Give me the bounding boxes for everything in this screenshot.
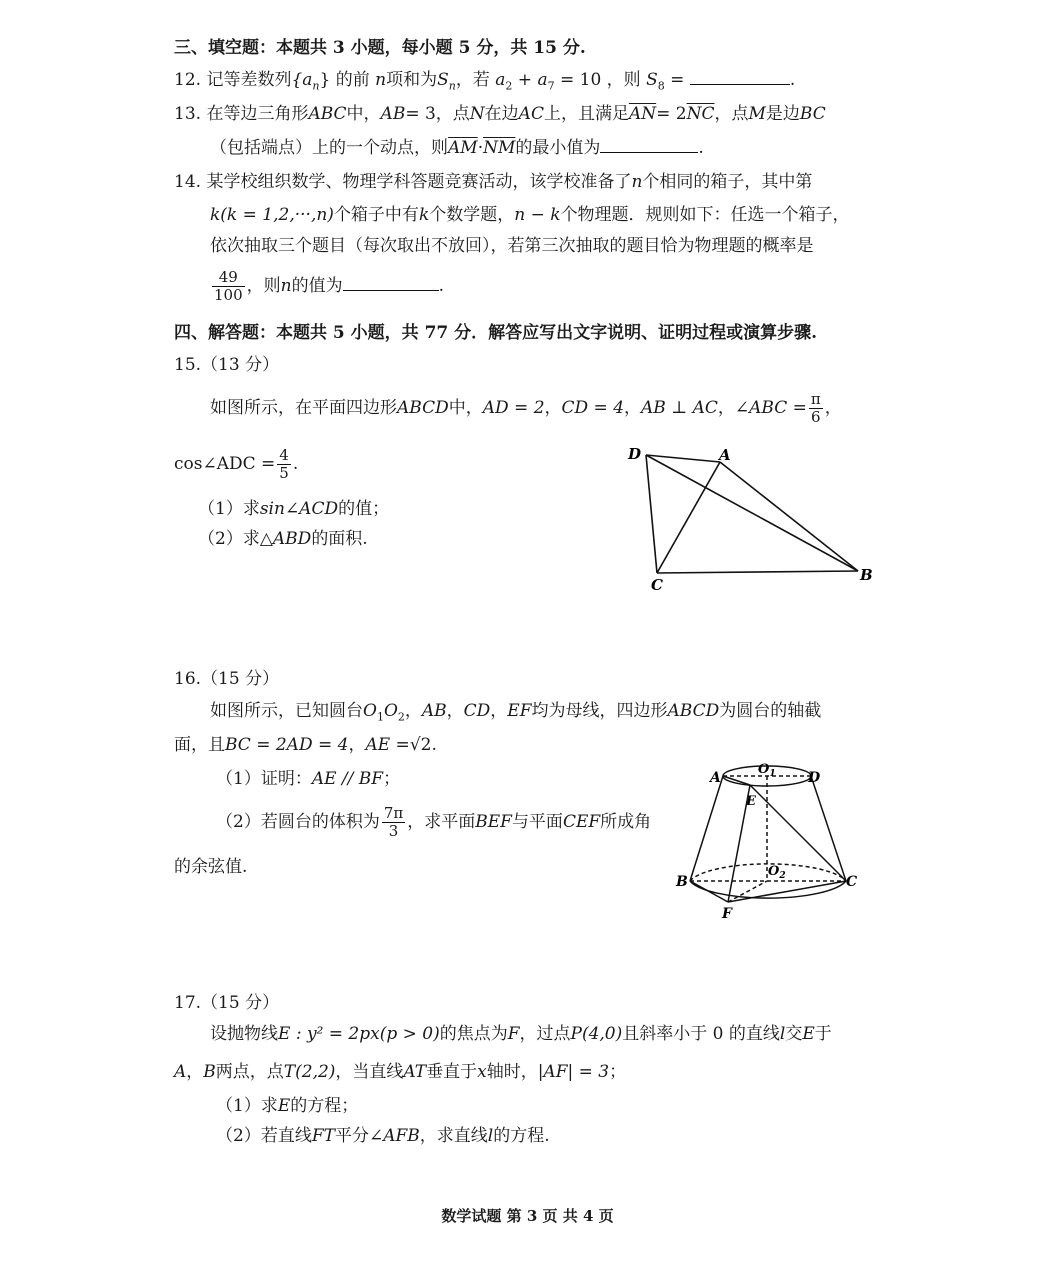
question-16-line-1: 如图所示，已知圆台$O_1O_2$，AB，CD，EF均为母线，四边形ABCD为圆台的轴截 xyxy=(210,701,822,724)
vertex-label-C: C xyxy=(651,576,663,594)
question-16-part-2: （2）若圆台的体积为 $\frac{7\pi}{3}$ ，求平面BEF与平面CEF所成角 xyxy=(216,804,652,840)
question-number: 12. xyxy=(174,70,202,90)
point-label-F: F xyxy=(722,906,732,922)
fraction: $\frac{4}{5}$ xyxy=(279,446,289,482)
answer-blank[interactable] xyxy=(690,70,790,85)
quadrilateral-figure xyxy=(620,440,880,600)
answer-blank[interactable] xyxy=(600,138,698,153)
fraction: $\frac{7\pi}{3}$ xyxy=(383,804,404,840)
question-12: 12. 记等差数列$\{a_n\}$ 的前 n项和为$S_n$，若 $a_2 + a_7 = 10$ ，则 $S_8$ = . xyxy=(174,70,796,93)
answer-blank[interactable] xyxy=(343,276,439,291)
question-14-line-1: 14. 某学校组织数学、物理学科答题竞赛活动，该学校准备了n个相同的箱子，其中第 xyxy=(174,172,813,192)
question-number: 13. xyxy=(174,104,202,124)
question-16-line-2: 面，且BC = 2AD = 4，AE =√2. xyxy=(174,735,437,755)
question-number: 14. xyxy=(174,172,202,192)
question-17-line-1: 设抛物线E : y² = 2px(p > 0)的焦点为F，过点P(4,0)且斜率小于 0 的直线l交E于 xyxy=(210,1024,832,1044)
question-14-line-4: $\frac{49}{100}$ ，则n的值为 . xyxy=(214,268,444,304)
vertex-label-C: C xyxy=(846,874,858,890)
question-15-part-2: （2）求△ABD的面积. xyxy=(198,529,368,549)
vertex-label-A: A xyxy=(719,446,731,464)
question-16-header: 16.（15 分） xyxy=(174,669,280,689)
center-label-O1: $O_1$ xyxy=(758,762,776,779)
question-17-part-1: （1）求E的方程； xyxy=(216,1096,359,1116)
question-15-header: 15.（13 分） xyxy=(174,355,280,375)
point-label-E: E xyxy=(746,794,756,809)
fraction: $\frac{49}{100}$ xyxy=(214,268,243,304)
question-16-line-last: 的余弦值. xyxy=(174,857,248,877)
vertex-label-D: D xyxy=(628,445,642,463)
vertex-label-B: B xyxy=(860,566,873,584)
vertex-label-D: D xyxy=(808,770,821,786)
question-16-part-1: （1）证明：AE // BF； xyxy=(216,769,401,789)
question-15-line-2: cos∠ADC = $\frac{4}{5}$ . xyxy=(174,446,299,482)
question-17-header: 17.（15 分） xyxy=(174,993,280,1013)
section-4-title: 四、解答题：本题共 5 小题，共 77 分．解答应写出文字说明、证明过程或演算步骤. xyxy=(174,323,818,343)
center-label-O2: $O_2$ xyxy=(768,864,786,881)
question-14-line-2: k(k = 1,2,···,n)个箱子中有k个数学题，n − k个物理题．规则如下：任选一个箱子， xyxy=(210,205,850,225)
section-3-title: 三、填空题：本题共 3 小题，每小题 5 分，共 15 分. xyxy=(174,38,586,58)
question-15-part-1: （1）求sin∠ACD的值； xyxy=(198,499,390,519)
vertex-label-B: B xyxy=(676,874,688,890)
page-footer: 数学试题 第 3 页 共 4 页 xyxy=(441,1207,614,1225)
question-13-line-1: 13. 在等边三角形ABC中，AB= 3，点N在边AC上，且满足$\overline{AN}= 2\overline{NC}$，点M是边BC xyxy=(174,104,826,124)
question-14-line-3: 依次抽取三个题目（每次取出不放回），若第三次抽取的题目恰为物理题的概率是 xyxy=(210,236,814,256)
question-15-line-1: 如图所示，在平面四边形ABCD中，AD = 2，CD = 4，AB ⊥ AC，∠ABC = $\frac{\pi}{6}$ ， xyxy=(210,390,842,426)
vertex-label-A: A xyxy=(710,770,721,786)
fraction: $\frac{\pi}{6}$ xyxy=(810,390,821,426)
question-17-line-2: A，B两点，点T(2,2)，当直线AT垂直于x轴时，|AF| = 3； xyxy=(174,1062,627,1082)
question-17-part-2: （2）若直线FT平分∠AFB，求直线l的方程. xyxy=(216,1126,550,1146)
frustum-figure xyxy=(670,755,870,930)
question-13-line-2: （包括端点）上的一个动点，则$\overline{AM}\cdot\overline{NM}$的最小值为 . xyxy=(210,138,704,158)
